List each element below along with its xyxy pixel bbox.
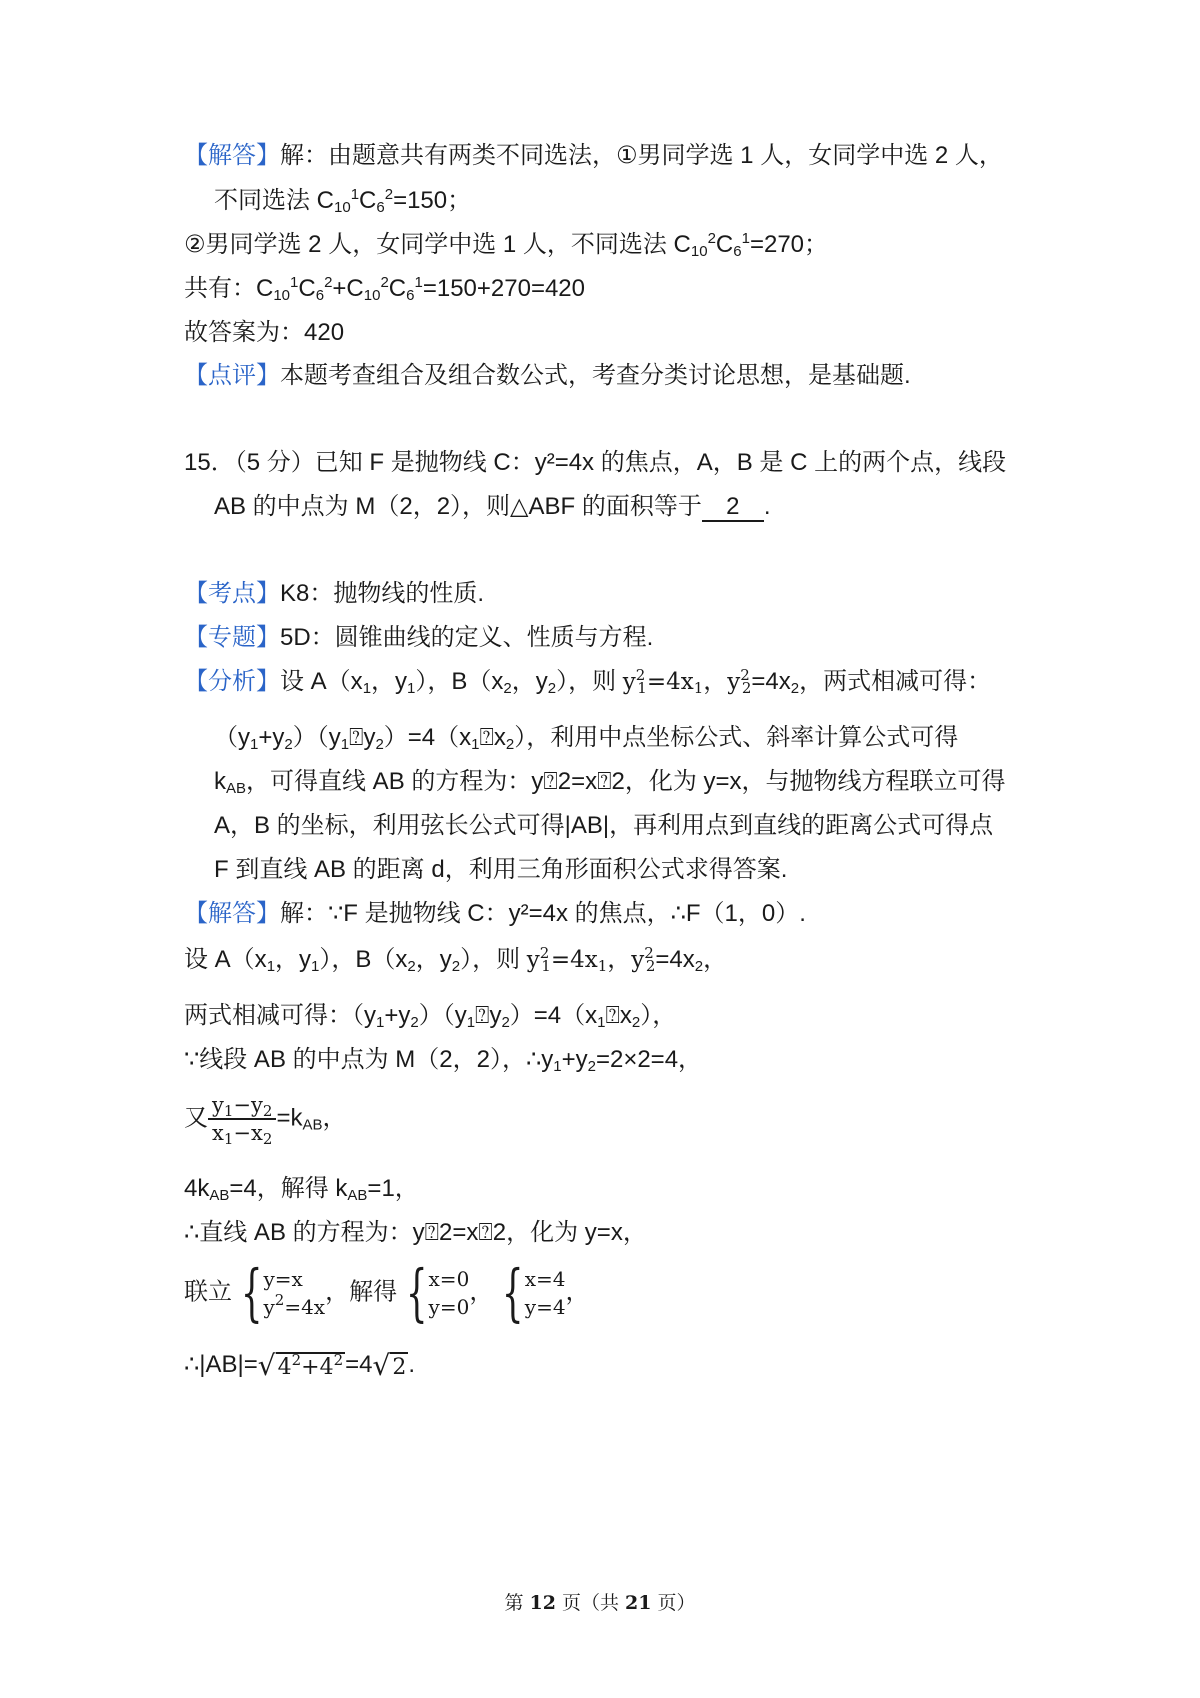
fenxi-line-3: $k_{AB}$，可得直线 AB 的方程为：y⍰2=x⍰2，化为 y=x，与抛物线方程联立可得 — [214, 768, 1006, 797]
equation-system-1: { y=x $y^2=4x$ — [240, 1256, 326, 1329]
jieda-line-7: ∴直线 AB 的方程为：y⍰2=x⍰2，化为 y=x， — [184, 1219, 647, 1246]
solution-system-2: { x=4 y=4 — [502, 1256, 566, 1329]
jieda-line-5: 又 $\frac{y_1-y_2}{x_1-x_2}$ $=k_{AB}$， — [184, 1093, 347, 1148]
jieda-line-6: $4k_{AB}=4$，解得 $k_{AB}=1$， — [184, 1175, 419, 1204]
fenxi-line-4: A，B 的坐标，利用弦长公式可得|AB|，再利用点到直线的距离公式可得点 — [214, 812, 994, 839]
zhuanti-tag: 【专题】 — [184, 624, 280, 651]
page-total: 21 — [625, 1592, 652, 1614]
sqrt-two: √ 2 — [372, 1348, 407, 1382]
answer-line-5: 故答案为：420 — [184, 319, 345, 346]
jieda-tag: 【解答】 — [184, 900, 280, 927]
fenxi-tag: 【分析】 — [184, 668, 280, 695]
jieda-line-8: 联立 { y=x $y^2=4x$ ，解得 { x=0 y=0 ， { x=4 y=4 ， — [184, 1256, 590, 1329]
comment-tag: 【点评】 — [184, 362, 280, 389]
answer-line-1 — [184, 139, 1050, 173]
jieda-line-2: 设 $A(x_1$，$y_1$），$B(x_2$，$y_2$），则 $y^2_1=4x_1$，$y^2_2=4x_2$， — [184, 944, 728, 975]
page-footer: 第 12 页（共 21 页） — [504, 1592, 696, 1614]
fenxi-line-1: 【分析】设 $A(x_1$，$y_1$），$B(x_2$，$y_2$），则 $y^2_1=4x_1$，$y^2_2=4x_2$，两式相减可得： — [184, 666, 992, 697]
jieda-line-3: 两式相减可得：$(y_1+y_2)(y_1⍰y_2)=4(x_1⍰x_2)$， — [184, 1002, 677, 1031]
kaodian-tag: 【考点】 — [184, 580, 280, 607]
zhuanti-line: 【专题】5D：圆锥曲线的定义、性质与方程. — [184, 624, 654, 651]
sqrt-expression: √ $4^2+4^2$ — [257, 1348, 344, 1382]
answer-line-2: 不同选法 $C_{10}^1C_6^2=150$； — [214, 186, 472, 216]
jieda-line-4: ∵线段 AB 的中点为 M（2，2），$\therefore y_1+y_2=2\times 2=4$， — [184, 1046, 703, 1075]
fenxi-line-2: $(y_1+y_2)(y_1⍰y_2)=4(x_1⍰x_2)$，利用中点坐标公式、斜率计算公式可得 — [214, 724, 959, 753]
slope-fraction: $\frac{y_1-y_2}{x_1-x_2}$ — [208, 1092, 276, 1146]
answer-line-3: ②男同学选 2 人，女同学中选 1 人，不同选法 $C_{10}^2C_6^1=270$； — [184, 230, 829, 260]
question-15-line-2: AB 的中点为 M（2，2），则△ABF 的面积等于 2 . — [214, 493, 771, 520]
jieda-line-1: 【解答】解：∵F 是抛物线 C：y²=4x 的焦点，∴F（1，0）. — [184, 900, 806, 927]
question-15-line-1: 15．（5 分）已知 F 是抛物线 C：y²=4x 的焦点，A，B 是 C 上的两个点，线段 — [184, 449, 1007, 476]
jieda-line-9: ∴|AB|= √ $4^2+4^2$ =4 √ 2 . — [184, 1348, 416, 1382]
comment-line: 【点评】本题考查组合及组合数公式，考查分类讨论思想，是基础题. — [184, 362, 911, 389]
answer-tag: 【解答】 — [184, 142, 280, 169]
kaodian-line: 【考点】K8：抛物线的性质. — [184, 580, 485, 607]
page-number: 12 — [529, 1592, 556, 1614]
answer-line-4: 共有：$C_{10}^1C_6^2+C_{10}^2C_6^1=150+270=420$ — [184, 274, 586, 304]
answer-intro: 解：由题意共有两类不同选法，①男同学选 1 人，女同学中选 2 人， — [280, 142, 1003, 169]
answer-blank: 2 — [702, 494, 764, 522]
fenxi-line-5: F 到直线 AB 的距离 d，利用三角形面积公式求得答案. — [214, 856, 788, 883]
solution-system-1: { x=0 y=0 — [405, 1256, 470, 1329]
